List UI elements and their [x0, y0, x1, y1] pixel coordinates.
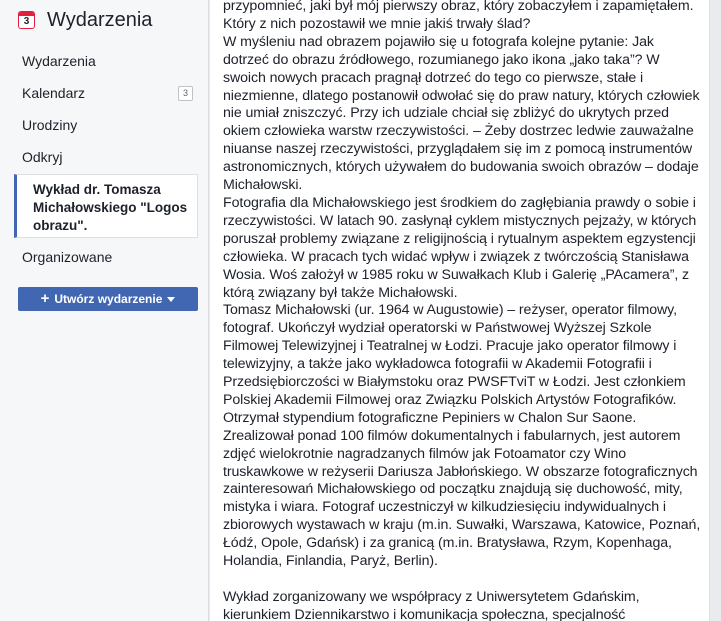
description-paragraph: W myśleniu nad obrazem pojawiło się u fotografa kolejne pytanie: Jak dotrzeć do obrazu źródłowego, rozumianego jako ikona „jako taka”? W swoich nowych pracach pragnął dotrzeć do tego co pierwsze, stałe i niezmienne, dlatego postanowił odwołać się do praw natury, których człowiek nie umiał zniszczyć. Przy ich udziale chciał się zbliżyć do ukrytych przed okiem człowieka warstw rzeczywistości. – Żeby dostrzec ledwie zauważalne niuanse naszej rzeczywistości, przyglądałem się im z pomocą instrumentów astronomicznych, których używałem do budowania swoich obrazów – dodaje Michałowski. [223, 33, 700, 194]
events-sidebar [0, 0, 209, 621]
sidebar-title[interactable]: Wydarzenia [47, 8, 153, 31]
create-event-button[interactable] [18, 287, 198, 311]
sidebar-item-discover[interactable] [0, 141, 209, 173]
chevron-down-icon [167, 297, 175, 302]
description-paragraph: Wykład zorganizowany we współpracy z Uniwersytetem Gdańskim, kierunkiem Dziennikarstwo i komunikacja społeczna, specjalność [223, 588, 640, 621]
sidebar-header [18, 6, 152, 34]
sidebar-item-birthdays[interactable] [0, 109, 209, 141]
description-paragraph: Fotografia dla Michałowskiego jest środkiem do zagłębiania prawdy o sobie i rzeczywistości. W latach 90. zasłynął cyklem mistycznych pejzaży, w których poruszał problemy związane z religijnością i rytualnym aspektem egzystencji człowieka. W pracach tych widać wpływ i związek z twórczością Stanisława Wosia. Woś założył w 1985 roku w Suwałkach Klub i Galerię „PAcamera”, z którą związany był także Michałowski. [223, 194, 697, 301]
sidebar-item-label: Kalendarz [22, 85, 86, 101]
sidebar-org-section [0, 241, 209, 273]
description-paragraph: Tomasz Michałowski (ur. 1964 w Augustowie) – reżyser, operator filmowy, fotograf. Ukończył wydział operatorski w Państwowej Wyższej Szkole Filmowej Telewizyjnej i Teatralnej w Łodzi. Pracuje jako operator filmowy i telewizyjny, a także jako wykładowca fotografii w Akademii Fotografii i Przedsiębiorczości w Białymstoku oraz PWSFTviT w Łodzi. Jest członkiem Polskiej Akademii Filmowej oraz Związku Polskich Artystów Fotografików. Otrzymał stypendium fotograficzne Pepiniers w Chalon Sur Saone. Zrealizował ponad 100 filmów dokumentalnych i fabularnych, jest autorem zdjęć wielokrotnie nagradzanych filmów jak Fotoamator czy Wino truskawkowe w reżyserii Dariusza Jabłońskiego. W obszarze fotograficznych zainteresowań Michałowskiego od początku znajdują się duchowość, mity, mistyka i wiara. Fotograf uczestniczył w kilkudziesięciu indywidualnych i zbiorowych wystawach w kraju (m.in. Suwałki, Warszawa, Katowice, Poznań, Łódź, Opole, Gdańsk) i za granicą (m.in. Bratysława, Rzym, Kopenhaga, Holandia, Finlandia, Paryż, Berlin). [223, 302, 701, 570]
calendar-icon [18, 11, 35, 29]
sidebar-item-calendar[interactable] [0, 77, 209, 109]
sidebar-item-label: Urodziny [22, 117, 78, 133]
event-description [223, 0, 703, 621]
sidebar-item-events[interactable] [0, 45, 209, 77]
sidebar-nav [0, 45, 209, 173]
event-details-panel [210, 0, 710, 621]
calendar-count-badge: 3 [178, 86, 193, 101]
sidebar-item-label: Odkryj [22, 149, 63, 165]
sidebar-item-selected-event[interactable]: Wykład dr. Tomasza Michałowskiego "Logos obrazu". [14, 174, 198, 238]
plus-icon: + [40, 290, 50, 307]
sidebar-item-organized[interactable] [0, 241, 209, 273]
calendar-icon-day: 3 [23, 16, 30, 27]
description-paragraph: przypomnieć, jaki był mój pierwszy obraz, który zobaczyłem i zapamiętałem. Który z nich pozostawił we mnie jakiś trwały ślad? [223, 0, 694, 32]
sidebar-item-label: Organizowane [22, 249, 113, 265]
create-event-label: Utwórz wydarzenie [54, 292, 163, 306]
sidebar-item-label: Wydarzenia [22, 53, 96, 69]
